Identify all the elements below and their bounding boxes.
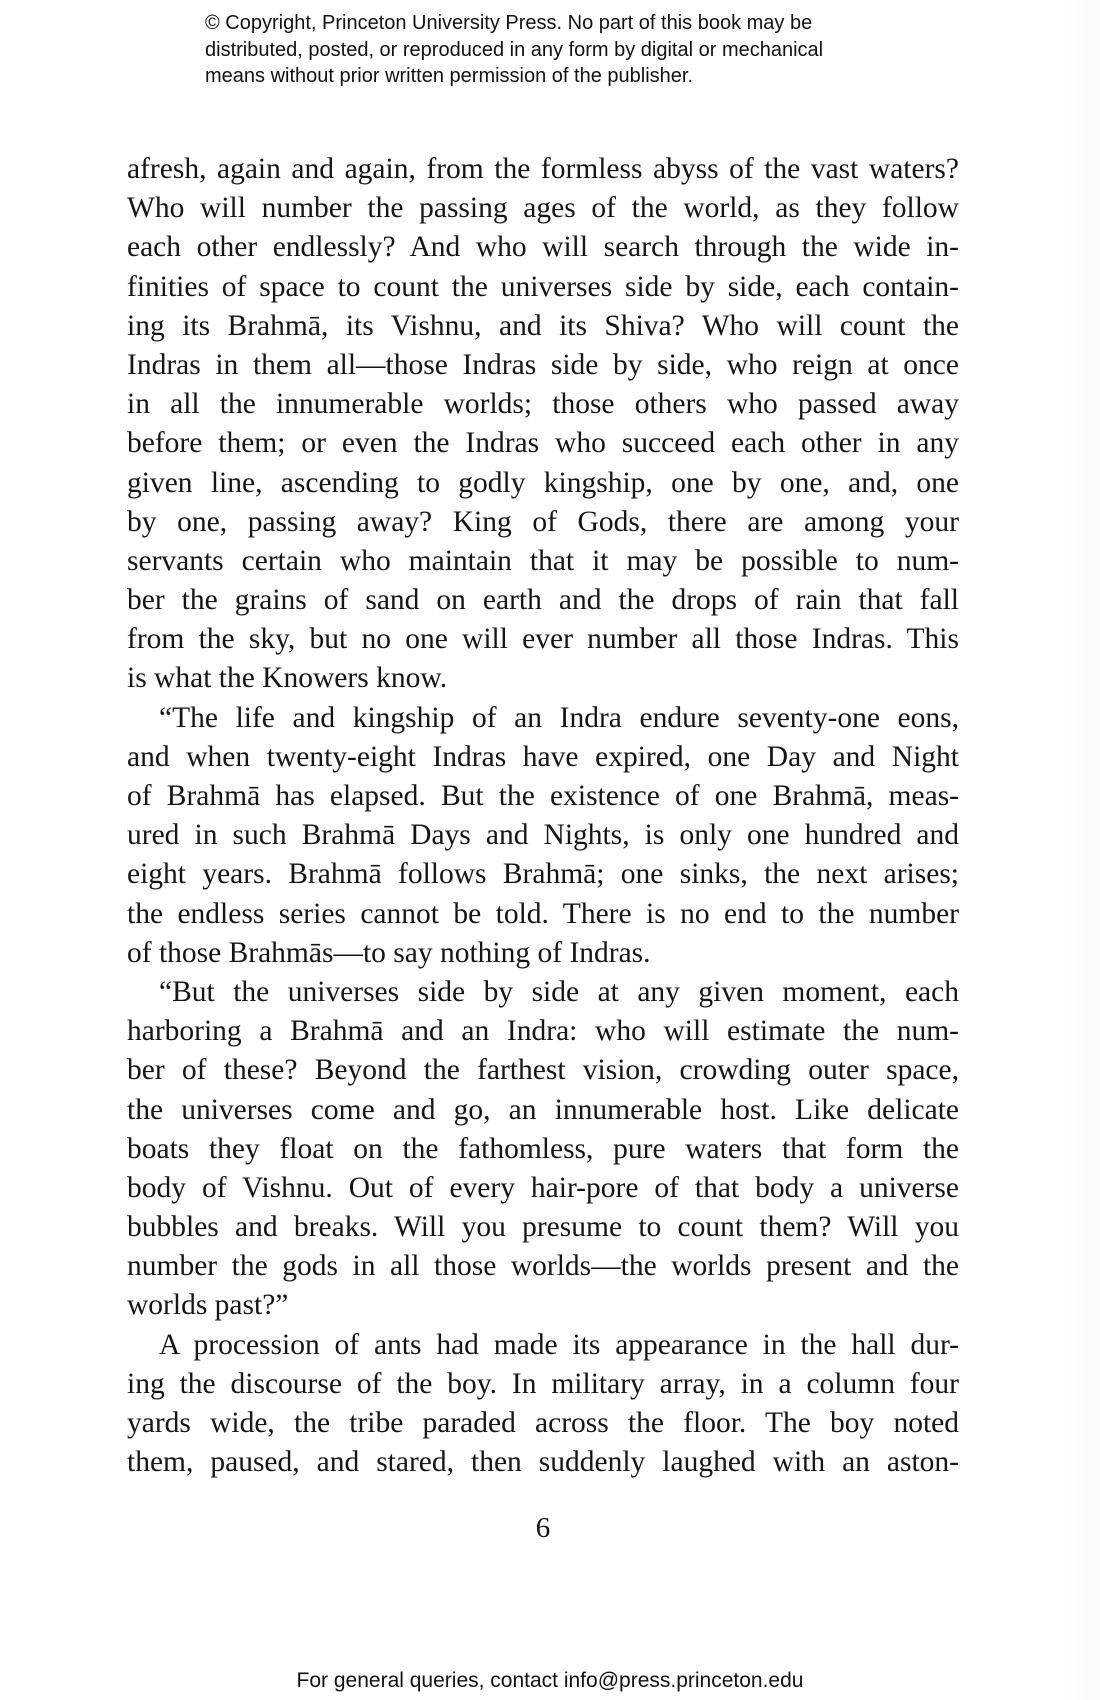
text-line: “But the universes side by side at any given moment, each	[159, 975, 959, 1008]
text-line: eight years. Brahmā follows Brahmā; one sinks, the next arises;	[127, 858, 959, 891]
text-line: number the gods in all those worlds—the worlds present and the	[127, 1250, 959, 1283]
text-line: body of Vishnu. Out of every hair-pore of that body a universe	[127, 1171, 959, 1204]
text-line: worlds past?”	[127, 1289, 289, 1322]
page-number: 6	[535, 1512, 551, 1544]
paragraph	[127, 699, 959, 973]
text-line: by one, passing away? King of Gods, there are among your	[127, 505, 959, 538]
text-line: bubbles and breaks. Will you presume to count them? Will you	[127, 1211, 959, 1244]
text-line: servants certain who maintain that it may be possible to num-	[127, 544, 959, 577]
text-line: is what the Knowers know.	[127, 662, 448, 695]
text-line: before them; or even the Indras who succeed each other in any	[127, 427, 959, 460]
text-line: Indras in them all—those Indras side by side, who reign at once	[127, 348, 959, 381]
text-line: ber the grains of sand on earth and the drops of rain that fall	[127, 584, 959, 617]
copyright-line: means without prior written permission of the publisher.	[205, 65, 694, 87]
text-line: finities of space to count the universes side by side, each contain-	[127, 270, 959, 303]
text-line: afresh, again and again, from the formless abyss of the vast waters?	[127, 153, 959, 185]
footer-contact: For general queries, contact info@press.princeton.edu	[296, 1669, 804, 1692]
text-line: boats they float on the fathomless, pure waters that form the	[127, 1132, 959, 1165]
text-line: in all the innumerable worlds; those others who passed away	[127, 388, 959, 421]
text-line: A procession of ants had made its appearance in the hall dur-	[159, 1328, 959, 1361]
text-line: the endless series cannot be told. There is no end to the number	[127, 897, 959, 930]
text-line: given line, ascending to godly kingship, one by one, and, one	[127, 466, 959, 499]
text-line: Who will number the passing ages of the world, as they follow	[127, 192, 959, 225]
text-line: each other endlessly? And who will search through the wide in-	[127, 231, 959, 264]
paragraph	[127, 973, 959, 1326]
text-line: ured in such Brahmā Days and Nights, is only one hundred and	[127, 819, 959, 852]
book-body-text	[127, 150, 959, 1482]
copyright-line: distributed, posted, or reproduced in any form by digital or mechanical	[205, 38, 824, 61]
text-line: of Brahmā has elapsed. But the existence of one Brahmā, meas-	[127, 780, 959, 812]
text-line: harboring a Brahmā and an Indra: who will estimate the num-	[127, 1015, 959, 1048]
copyright-line: © Copyright, Princeton University Press. No part of this book may be	[205, 12, 813, 34]
text-line: yards wide, the tribe paraded across the floor. The boy noted	[127, 1407, 959, 1439]
text-line: and when twenty-eight Indras have expired, one Day and Night	[127, 740, 959, 773]
paragraph	[127, 150, 959, 699]
text-line: the universes come and go, an innumerable host. Like delicate	[127, 1093, 959, 1126]
text-line: them, paused, and stared, then suddenly laughed with an aston-	[127, 1446, 959, 1479]
page-edge-shade	[1060, 0, 1100, 1700]
text-line: ing its Brahmā, its Vishnu, and its Shiva? Who will count the	[127, 309, 959, 342]
text-line: of those Brahmās—to say nothing of Indras.	[127, 936, 651, 969]
text-line: ber of these? Beyond the farthest vision, crowding outer space,	[127, 1054, 959, 1087]
text-line: from the sky, but no one will ever number all those Indras. This	[127, 623, 959, 656]
text-line: “The life and kingship of an Indra endure seventy-one eons,	[159, 701, 959, 734]
copyright-notice	[205, 10, 925, 90]
paragraph	[127, 1326, 959, 1483]
text-line: ing the discourse of the boy. In military array, in a column four	[127, 1367, 959, 1400]
